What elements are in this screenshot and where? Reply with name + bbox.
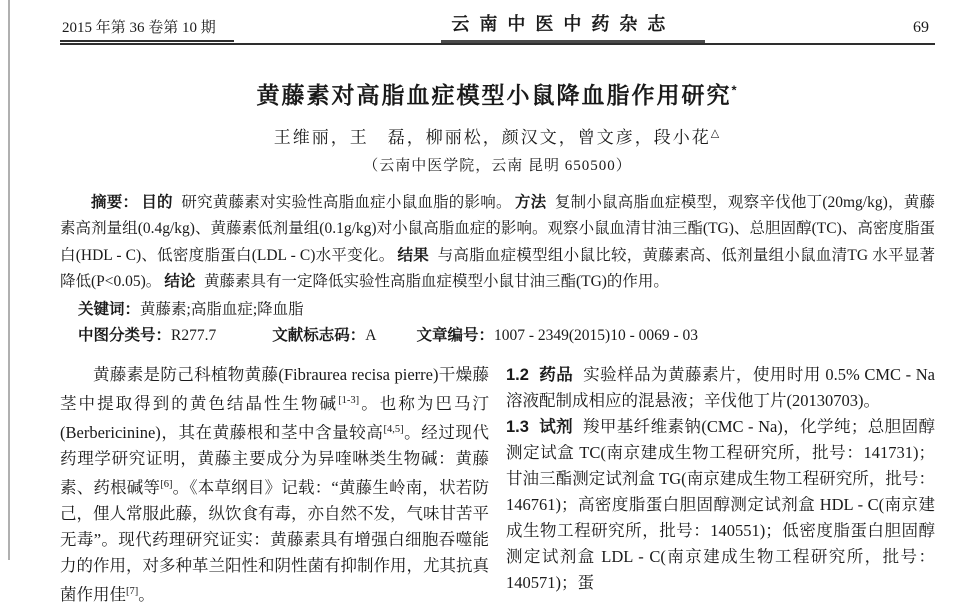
article-id-label: 文章编号： xyxy=(416,326,494,344)
article-title-text: 黄藤素对高脂血症模型小鼠降血脂作用研究 xyxy=(256,82,732,108)
abstract-conclusion-text: 黄藤素具有一定降低实验性高脂血症模型小鼠甘油三酯(TG)的作用。 xyxy=(203,273,669,291)
doc-code-label: 文献标志码： xyxy=(272,326,366,344)
clc-value: R277.7 xyxy=(171,326,217,344)
keywords-text: 黄藤素;高脂血症;降血脂 xyxy=(140,300,304,318)
reference-marker-6: [6] xyxy=(160,478,173,490)
issue-info: 2015 年第 36 卷第 10 期 xyxy=(60,16,234,42)
abstract-method-text: 复制小鼠高脂血症模型，观察辛伐他丁(20mg/kg)，黄藤素高剂量组(0.4g/kg)、黄藤素低剂量组(0.1g/kg)对小鼠高脂血症的影响。观察小鼠血清甘油三酯(TG)、总胆固醇(TC)、高密度脂蛋白(HDL - C)、低密度脂蛋白(LDL - C)水平变化。 xyxy=(60,194,935,264)
authors-line xyxy=(60,123,935,148)
article-id-value: 1007 - 2349(2015)10 - 0069 - 03 xyxy=(493,326,699,344)
section-1-3 xyxy=(506,414,935,596)
abstract-result-text: 与高脂血症模型组小鼠比较，黄藤素高、低剂量组小鼠血清TG 水平显著降低(P<0.05)。 xyxy=(60,246,935,291)
article-title xyxy=(60,77,935,110)
doc-code-value: A xyxy=(365,326,377,344)
section-1-3-text: 羧甲基纤维素钠(CMC - Na)，化学纯；总胆固醇测定试盒 TC(南京建成生物工程研究所，批号：141731)；甘油三酯测定试剂盒 TG(南京建成生物工程研究所，批号：146761)；高密度脂蛋白胆固醇测定试剂盒 HDL - C(南京建成生物工程研究所，批号：140551)；低密度脂蛋白胆固醇测定试剂盒 LDL - C(南京建成生物工程研究所，批号：140571)；蛋 xyxy=(506,416,936,592)
left-column xyxy=(60,362,489,608)
abstract-objective-text: 研究黄藤素对实验性高脂血症小鼠血脂的影响。 xyxy=(181,194,512,211)
section-1-2-text: 实验样品为黄藤素片，使用时用 0.5% CMC - Na 溶液配制成相应的混悬液；辛伐他丁片(20130703)。 xyxy=(506,364,935,410)
body-columns xyxy=(60,362,935,608)
running-head xyxy=(60,10,935,45)
reference-marker-1-3: [1-3] xyxy=(338,394,360,406)
reference-marker-4-5: [4,5] xyxy=(383,423,404,435)
section-1-2-title: 药品 xyxy=(538,365,574,384)
journal-title: 云南中医中药杂志 xyxy=(441,10,705,43)
clc-label: 中图分类号： xyxy=(78,326,172,344)
article-id-item xyxy=(416,327,698,344)
title-footnote-marker: * xyxy=(731,82,739,98)
clc-item xyxy=(78,327,216,344)
corresponding-author-marker: △ xyxy=(710,127,722,140)
doc-code-item xyxy=(272,327,376,344)
section-1-2-number: 1.2 xyxy=(506,365,529,384)
abstract-label: 摘要： xyxy=(91,194,139,211)
abstract xyxy=(60,190,935,296)
page-number: 69 xyxy=(912,19,929,36)
abstract-conclusion-label: 结论 xyxy=(164,273,196,291)
right-column xyxy=(506,362,935,608)
scan-edge-line xyxy=(8,0,10,560)
abstract-objective-label: 目的 xyxy=(141,194,173,211)
affiliation: （云南中医学院，云南 昆明 650500） xyxy=(363,158,632,174)
intro-text-2: 。也称为巴马汀(Berbericinine)，其在黄藤根和茎中含量较高 xyxy=(60,393,490,442)
intro-text-4: 。《本草纲目》记载：“黄藤生岭南，状若防己，俚人常服此藤，纵饮食有毒，亦自然不发，气味甘苦平无毒”。现代药理研究证实：黄藤素具有增强白细胞吞噬能力的作用，对多种革兰阳性和阴性菌有抑制作用，尤其抗真菌作用佳 xyxy=(60,477,490,604)
intro-paragraph xyxy=(60,362,489,608)
reference-marker-7: [7] xyxy=(126,585,139,597)
intro-text-5: 。 xyxy=(138,584,155,604)
abstract-result-label: 结果 xyxy=(397,246,430,264)
intro-text-1: 黄藤素是防己科植物黄藤(Fibraurea recisa pierre)干燥藤茎中提取得到的黄色结晶性生物碱 xyxy=(60,364,489,413)
keywords-line xyxy=(60,297,935,323)
author-names: 王维丽，王 磊，柳丽松，颜汉文，曾文彦，段小花 xyxy=(273,128,711,147)
intro-text-3: 。经过现代药理学研究证明，黄藤主要成分为异喹啉类生物碱：黄藤素、药根碱等 xyxy=(60,422,490,497)
section-1-3-number: 1.3 xyxy=(506,417,529,436)
section-1-2 xyxy=(506,362,935,414)
keywords-label: 关键词： xyxy=(78,300,141,318)
meta-line xyxy=(60,323,935,349)
section-1-3-title: 试剂 xyxy=(538,417,574,436)
abstract-method-label: 方法 xyxy=(514,194,547,211)
